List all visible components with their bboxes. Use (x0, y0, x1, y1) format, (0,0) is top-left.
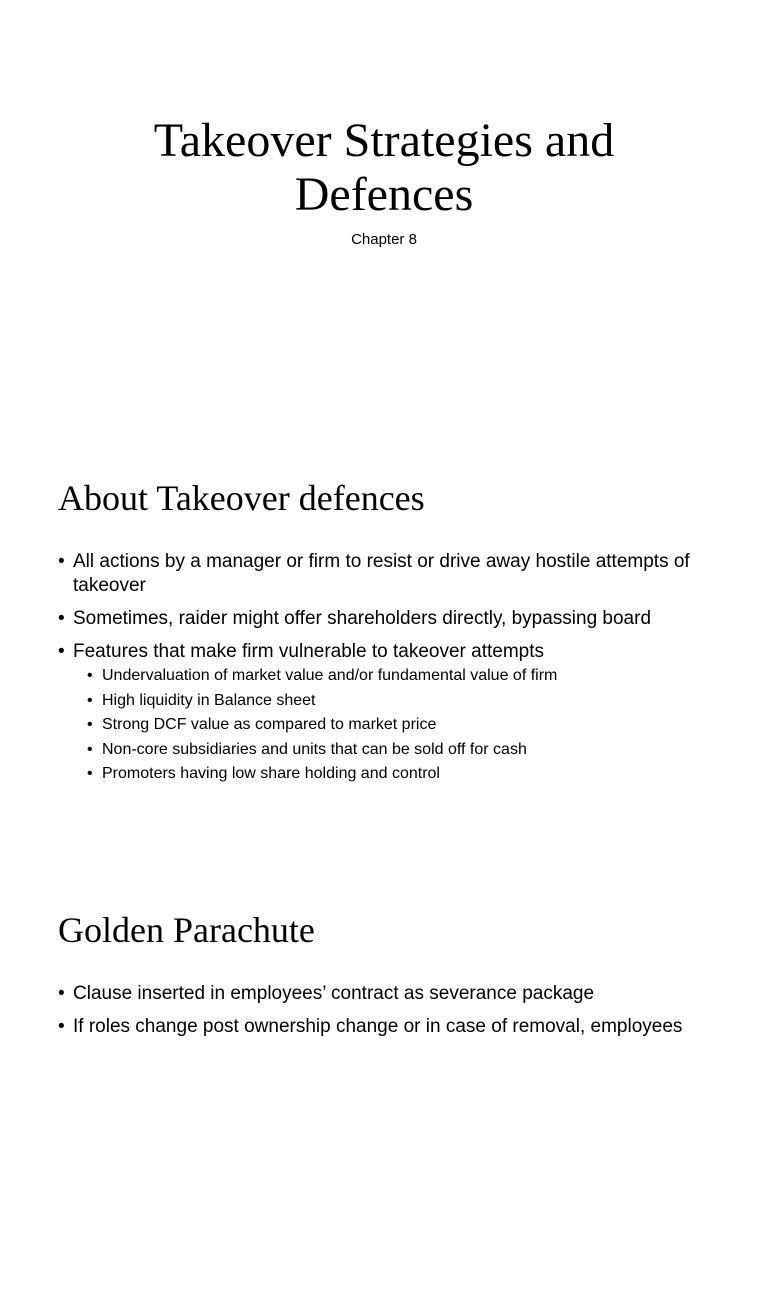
bullet-item: • If roles change post ownership change or in case of removal, employees (58, 1015, 738, 1039)
sub-bullet-item: • Promoters having low share holding and control (87, 764, 738, 784)
bullet-item: • All actions by a manager or firm to resist or drive away hostile attempts of takeover (58, 550, 738, 598)
bullet-list (58, 550, 738, 793)
sub-bullet-item: • Strong DCF value as compared to market price (87, 715, 738, 735)
bullet-item: • Clause inserted in employees’ contract as severance package (58, 982, 738, 1006)
presentation-subtitle: Chapter 8 (351, 231, 417, 248)
bullet-item-with-subitems (58, 640, 738, 784)
title-line-1: Takeover Strategies and (153, 114, 615, 167)
title-line-2: Defences (294, 168, 474, 221)
slide-title: About Takeover defences (58, 478, 425, 518)
golden-parachute-slide (0, 864, 768, 1296)
about-takeover-defences-slide (0, 432, 768, 864)
bullet-list (58, 982, 738, 1048)
sub-bullet-item: • High liquidity in Balance sheet (87, 691, 738, 711)
title-slide (0, 0, 768, 432)
sub-bullet-item: • Non-core subsidiaries and units that can be sold off for cash (87, 740, 738, 760)
bullet-item-text: Features that make firm vulnerable to takeover attempts (73, 641, 544, 662)
slide-title: Golden Parachute (58, 910, 315, 950)
bullet-item: • Sometimes, raider might offer shareholders directly, bypassing board (58, 607, 738, 631)
presentation-title (0, 114, 768, 222)
sub-bullet-item: • Undervaluation of market value and/or fundamental value of firm (87, 666, 738, 686)
sub-bullet-list (87, 666, 738, 784)
